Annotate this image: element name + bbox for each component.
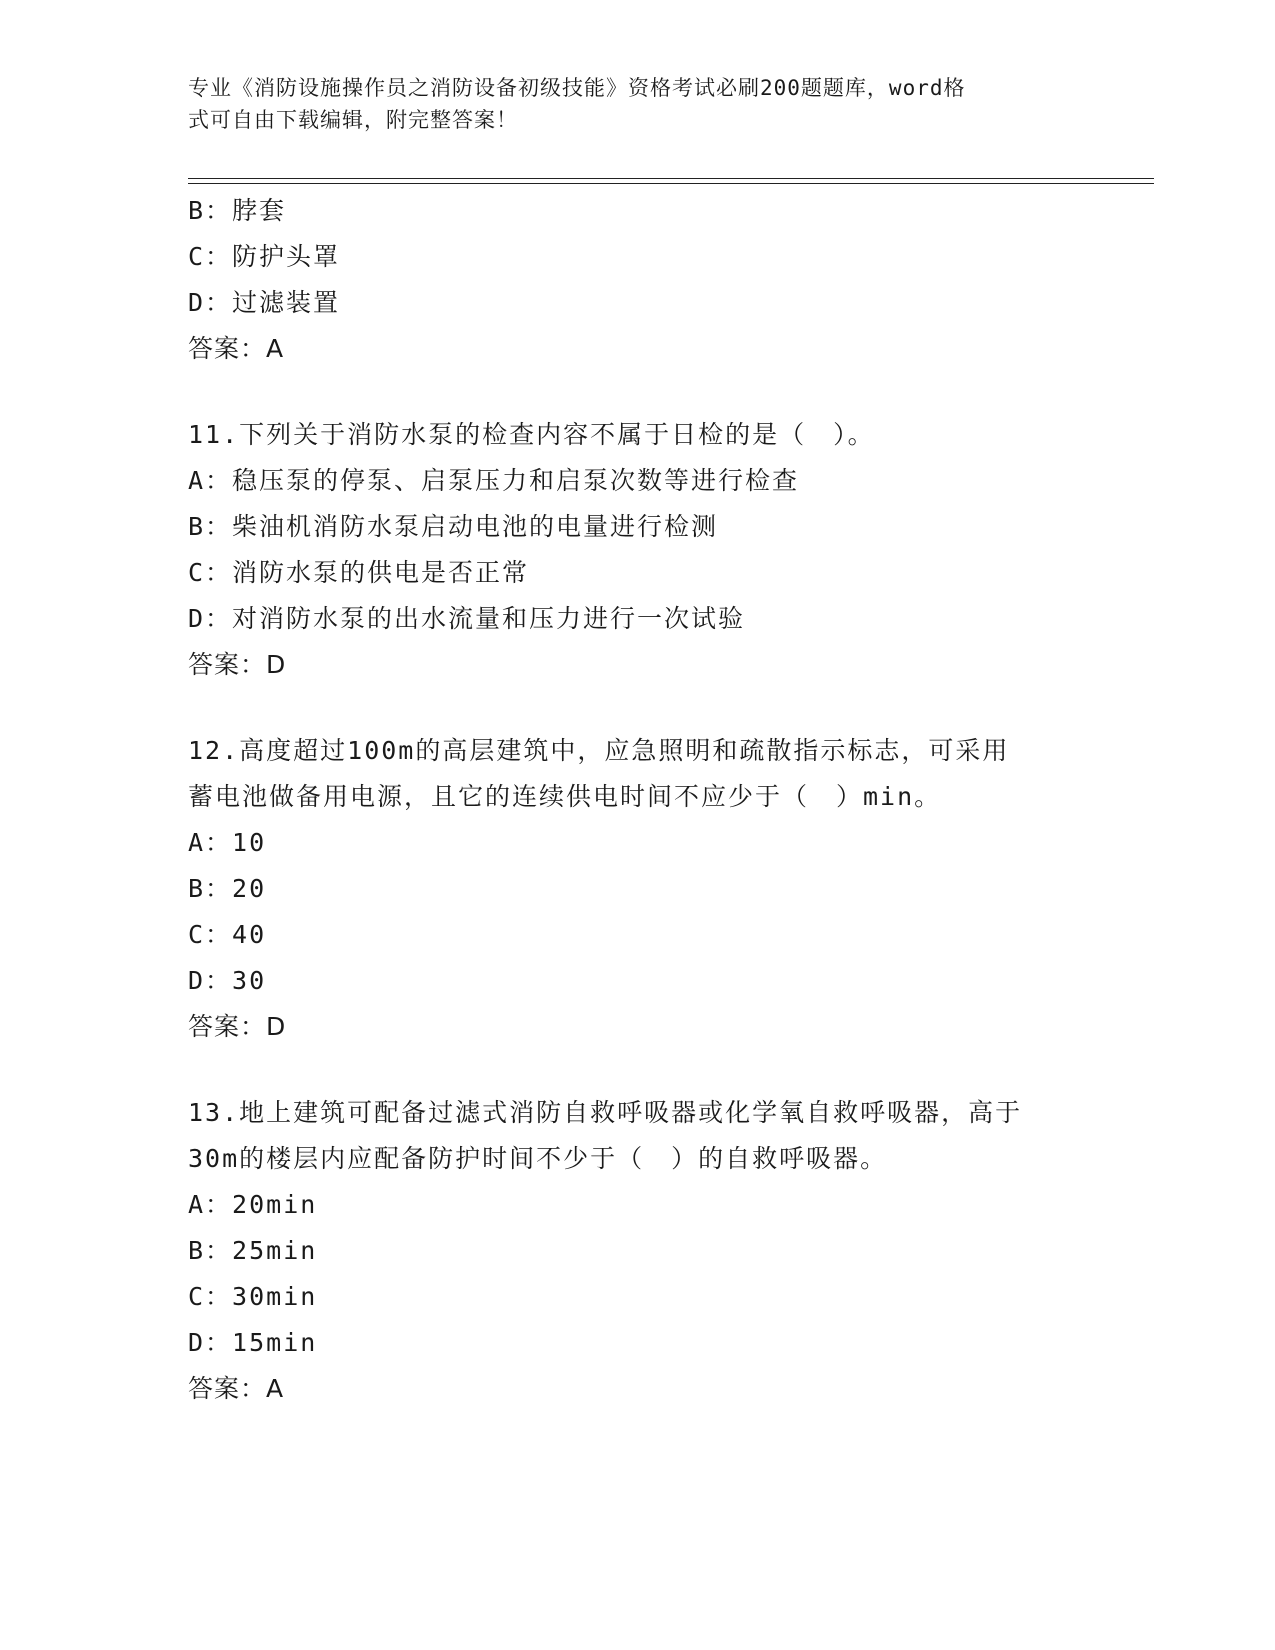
answer-line: 答案：A [188, 334, 285, 363]
header-divider-bottom [188, 183, 1154, 184]
answer-line: 答案：A [188, 1374, 285, 1403]
option-c: C：防护头罩 [188, 242, 341, 271]
question-13 [188, 1090, 1148, 1412]
option-d: D：30 [188, 966, 267, 995]
option-a: A：稳压泵的停泵、启泵压力和启泵次数等进行检查 [188, 466, 800, 495]
option-a: A：10 [188, 828, 267, 857]
option-c: C：40 [188, 920, 267, 949]
answer-line: 答案：D [188, 650, 287, 679]
option-d: D：15min [188, 1328, 318, 1357]
option-c: C：30min [188, 1282, 318, 1311]
header-line-2: 式可自由下载编辑，附完整答案！ [188, 108, 518, 132]
option-d: D：对消防水泵的出水流量和压力进行一次试验 [188, 604, 746, 633]
option-b: B：脖套 [188, 196, 287, 225]
option-b: B：柴油机消防水泵启动电池的电量进行检测 [188, 512, 719, 541]
question-text-line-2: 蓄电池做备用电源，且它的连续供电时间不应少于（ ）min。 [188, 782, 942, 811]
option-c: C：消防水泵的供电是否正常 [188, 558, 530, 587]
header-line-1: 专业《消防设施操作员之消防设备初级技能》资格考试必刷200题题库，word格 [188, 76, 966, 100]
prev-question-block [188, 188, 1148, 372]
option-b: B：20 [188, 874, 267, 903]
option-b: B：25min [188, 1236, 318, 1265]
question-12 [188, 728, 1148, 1050]
question-text: 11.下列关于消防水泵的检查内容不属于日检的是（ ）。 [188, 420, 875, 449]
document-header [188, 72, 1088, 136]
option-a: A：20min [188, 1190, 318, 1219]
document-body [188, 188, 1148, 1412]
header-divider-top [188, 178, 1154, 179]
question-text-line-2: 30m的楼层内应配备防护时间不少于（ ）的自救呼吸器。 [188, 1144, 888, 1173]
option-d: D：过滤装置 [188, 288, 341, 317]
question-text-line-1: 13.地上建筑可配备过滤式消防自救呼吸器或化学氧自救呼吸器，高于 [188, 1098, 1023, 1127]
question-11 [188, 412, 1148, 688]
answer-line: 答案：D [188, 1012, 287, 1041]
question-text-line-1: 12.高度超过100m的高层建筑中，应急照明和疏散指示标志，可采用 [188, 736, 1010, 765]
